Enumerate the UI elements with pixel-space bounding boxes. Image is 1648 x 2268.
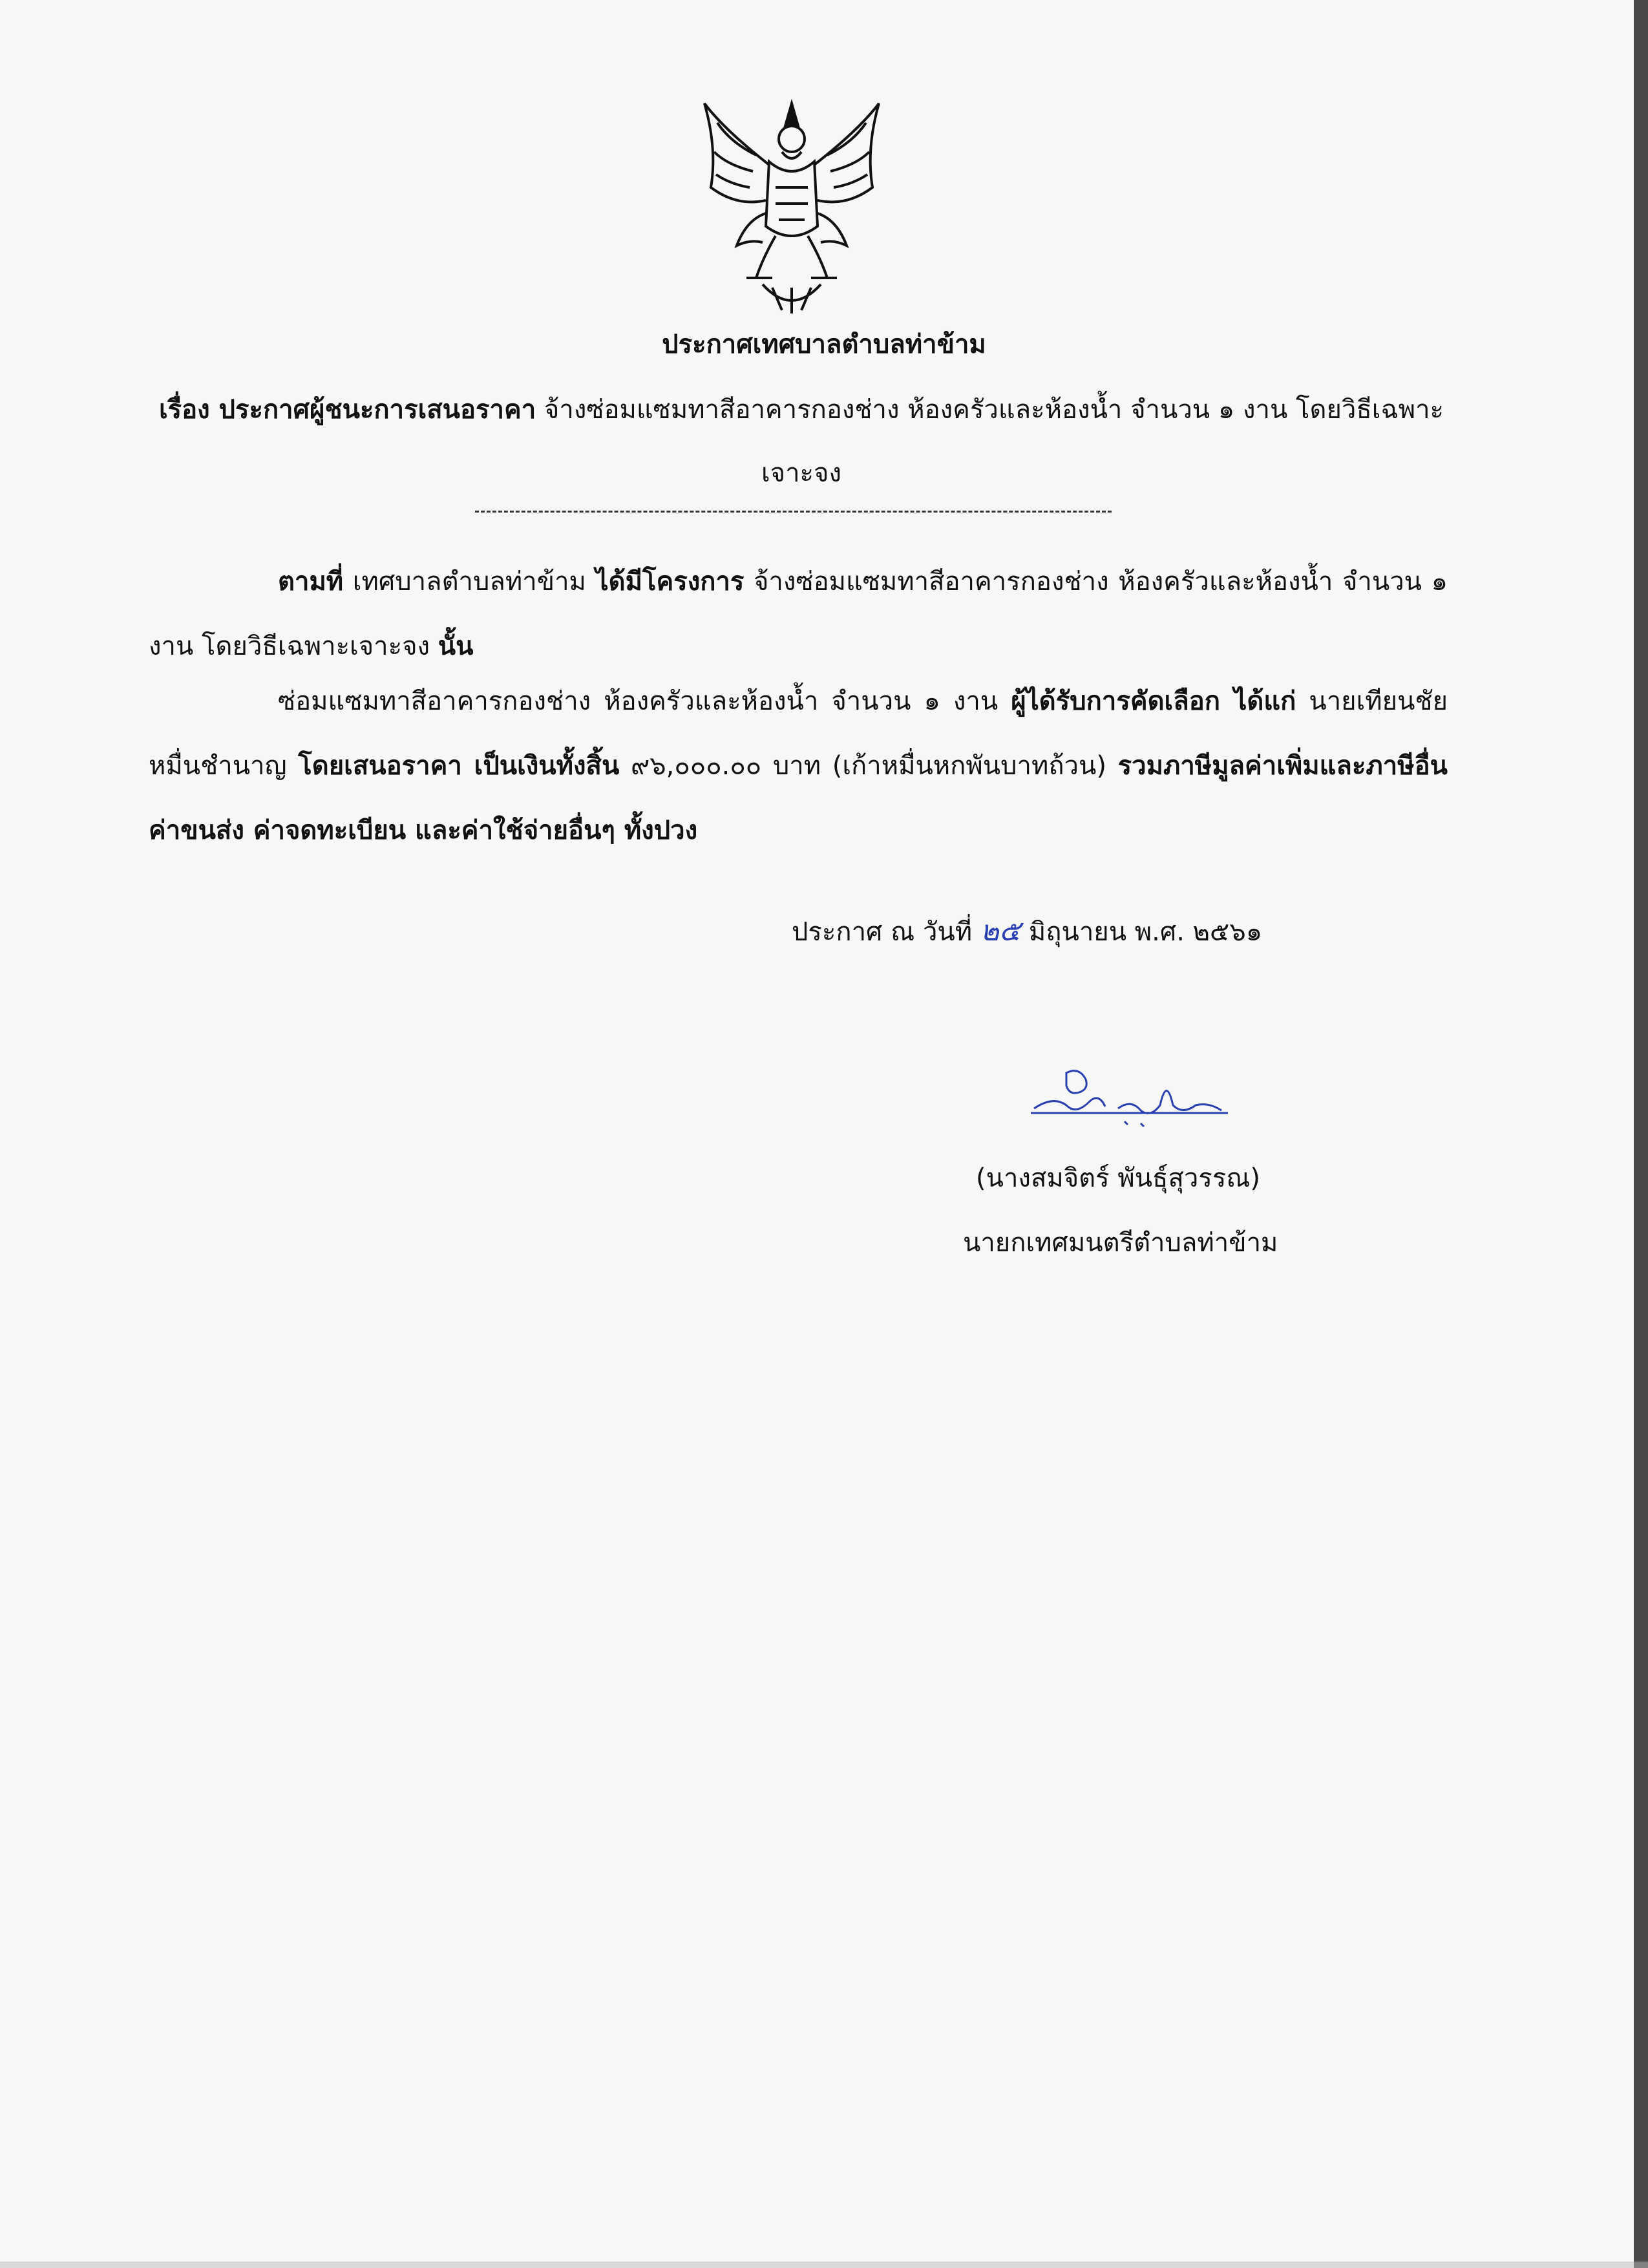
handwritten-day: ๒๕ [980,915,1021,948]
dashed-divider [475,511,1112,513]
subject-text: จ้างซ่อมแซมทาสีอาคารกองช่าง ห้องครัวและห้องน้ำ จำนวน ๑ งาน โดยวิธีเฉพาะเจาะจง [536,395,1444,488]
p1-text: จ้างซ่อมแซมทาสีอาคารกองช่าง ห้องครัวและห้องน้ำ จำนวน ๑ งาน โดยวิธีเฉพาะเจาะจง [149,567,1448,661]
p1-end: นั้น [438,631,474,661]
signer-position: นายกเทศมนตรีตำบลท่าข้าม [963,1228,1278,1258]
p1-mid: ได้มีโครงการ [595,567,745,597]
p2-amount: ๙๖,๐๐๐.๐๐ บาท (เก้าหมื่นหกพันบาทถ้วน) [619,751,1118,781]
p2-tax: รวมภาษีมูลค่าเพิ่มและภาษีอื่น ค่าขนส่ง ค่าจดทะเบียน และค่าใช้จ่ายอื่นๆ ทั้งปวง [149,751,1448,845]
garuda-emblem-icon [685,90,898,317]
p2-winner-label: ผู้ได้รับการคัดเลือก ได้แก่ [1011,686,1296,716]
date-month-year: มิถุนายน พ.ศ. ๒๕๖๑ [1028,917,1263,947]
announcement-date [792,908,1262,953]
p2-offer-label: โดยเสนอราคา เป็นเงินทั้งสิ้น [298,751,620,781]
document-title: ประกาศเทศบาลตำบลท่าข้าม [662,330,986,359]
p1-org: เทศบาลตำบลท่าข้าม [343,567,596,597]
signer-name: (นางสมจิตร์ พันธุ์สุวรรณ) [976,1163,1261,1193]
scan-edge-bottom [0,2262,1648,2268]
subject-label: เรื่อง ประกาศผู้ชนะการเสนอราคา [158,395,536,425]
p2-text: ซ่อมแซมทาสีอาคารกองช่าง ห้องครัวและห้องน้ำ จำนวน ๑ งาน [278,686,1011,716]
p1-lead: ตามที่ [278,567,344,597]
date-prefix: ประกาศ ณ วันที่ [792,917,973,947]
paragraph-1 [149,549,1448,679]
handwritten-signature [1028,1060,1234,1138]
subject-line [149,378,1454,505]
p2-winner: นายเทียนชัย หมื่นชำนาญ [149,686,1448,781]
paragraph-2 [149,669,1448,863]
